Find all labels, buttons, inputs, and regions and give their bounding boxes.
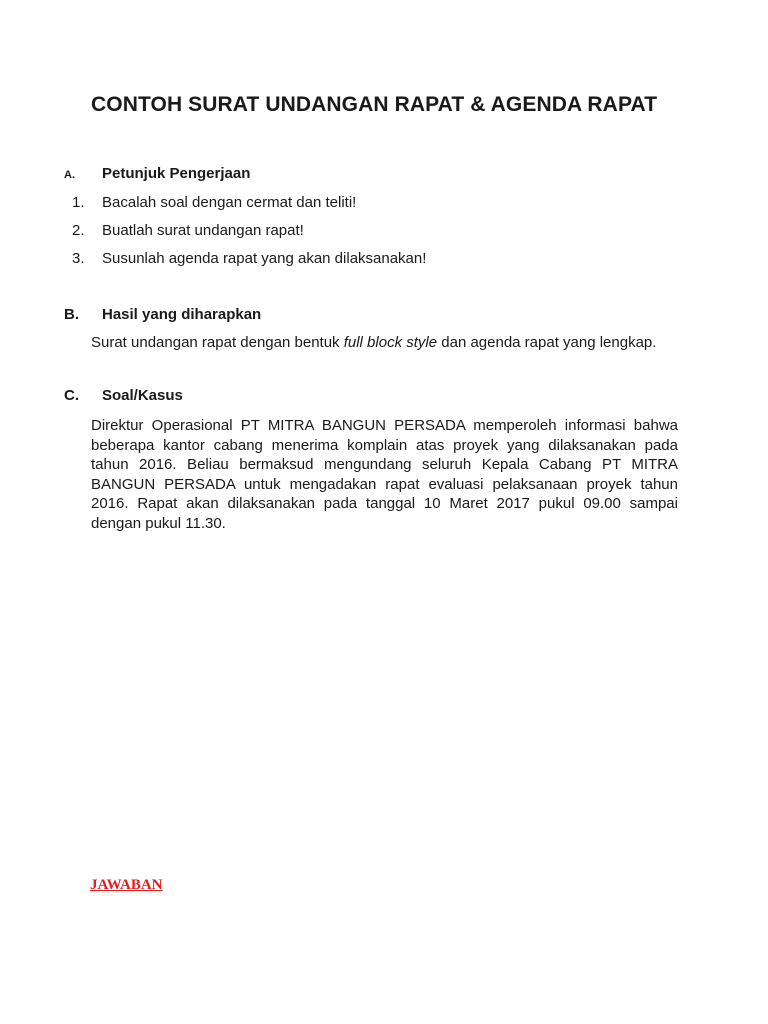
list-item-text: Susunlah agenda rapat yang akan dilaksanakan! <box>102 250 427 267</box>
section-b-heading <box>64 306 261 323</box>
section-a-heading <box>64 165 250 182</box>
section-b-text-before: Surat undangan rapat dengan bentuk <box>91 334 344 351</box>
list-item-text: Buatlah surat undangan rapat! <box>102 222 304 239</box>
list-item <box>72 194 356 211</box>
section-b-title: Hasil yang diharapkan <box>102 306 262 323</box>
list-item-number: 3. <box>72 250 85 267</box>
list-item <box>72 250 426 267</box>
section-c-marker: C. <box>64 387 79 404</box>
section-a-title: Petunjuk Pengerjaan <box>102 165 251 182</box>
list-item-number: 2. <box>72 222 85 239</box>
section-b-text-after: dan agenda rapat yang lengkap. <box>437 334 657 351</box>
section-b-text-italic: full block style <box>343 334 438 351</box>
section-c-title: Soal/Kasus <box>102 387 183 404</box>
section-c-heading <box>64 387 183 404</box>
document-title: CONTOH SURAT UNDANGAN RAPAT & AGENDA RAPAT <box>91 93 658 116</box>
list-item-number: 1. <box>72 194 85 211</box>
section-a-marker: A. <box>64 169 75 181</box>
section-b-text <box>91 334 656 351</box>
list-item <box>72 222 304 239</box>
list-item-text: Bacalah soal dengan cermat dan teliti! <box>102 194 357 211</box>
case-paragraph: Direktur Operasional PT MITRA BANGUN PERSADA memperoleh informasi bahwa beberapa kantor cabang menerima komplain atas proyek yang dilaksanakan pada tahun 2016. Beliau bermaksud mengundang seluruh Kepala Cabang PT MITRA BANGUN PERSADA untuk mengadakan rapat evaluasi pelaksanaan proyek tahun 2016. Rapat akan dilaksanakan pada tanggal 10 Maret 2017 pukul 09.00 sampai dengan pukul 11.30. <box>91 417 678 532</box>
section-b-marker: B. <box>64 306 79 323</box>
answer-label: JAWABAN <box>90 877 163 893</box>
